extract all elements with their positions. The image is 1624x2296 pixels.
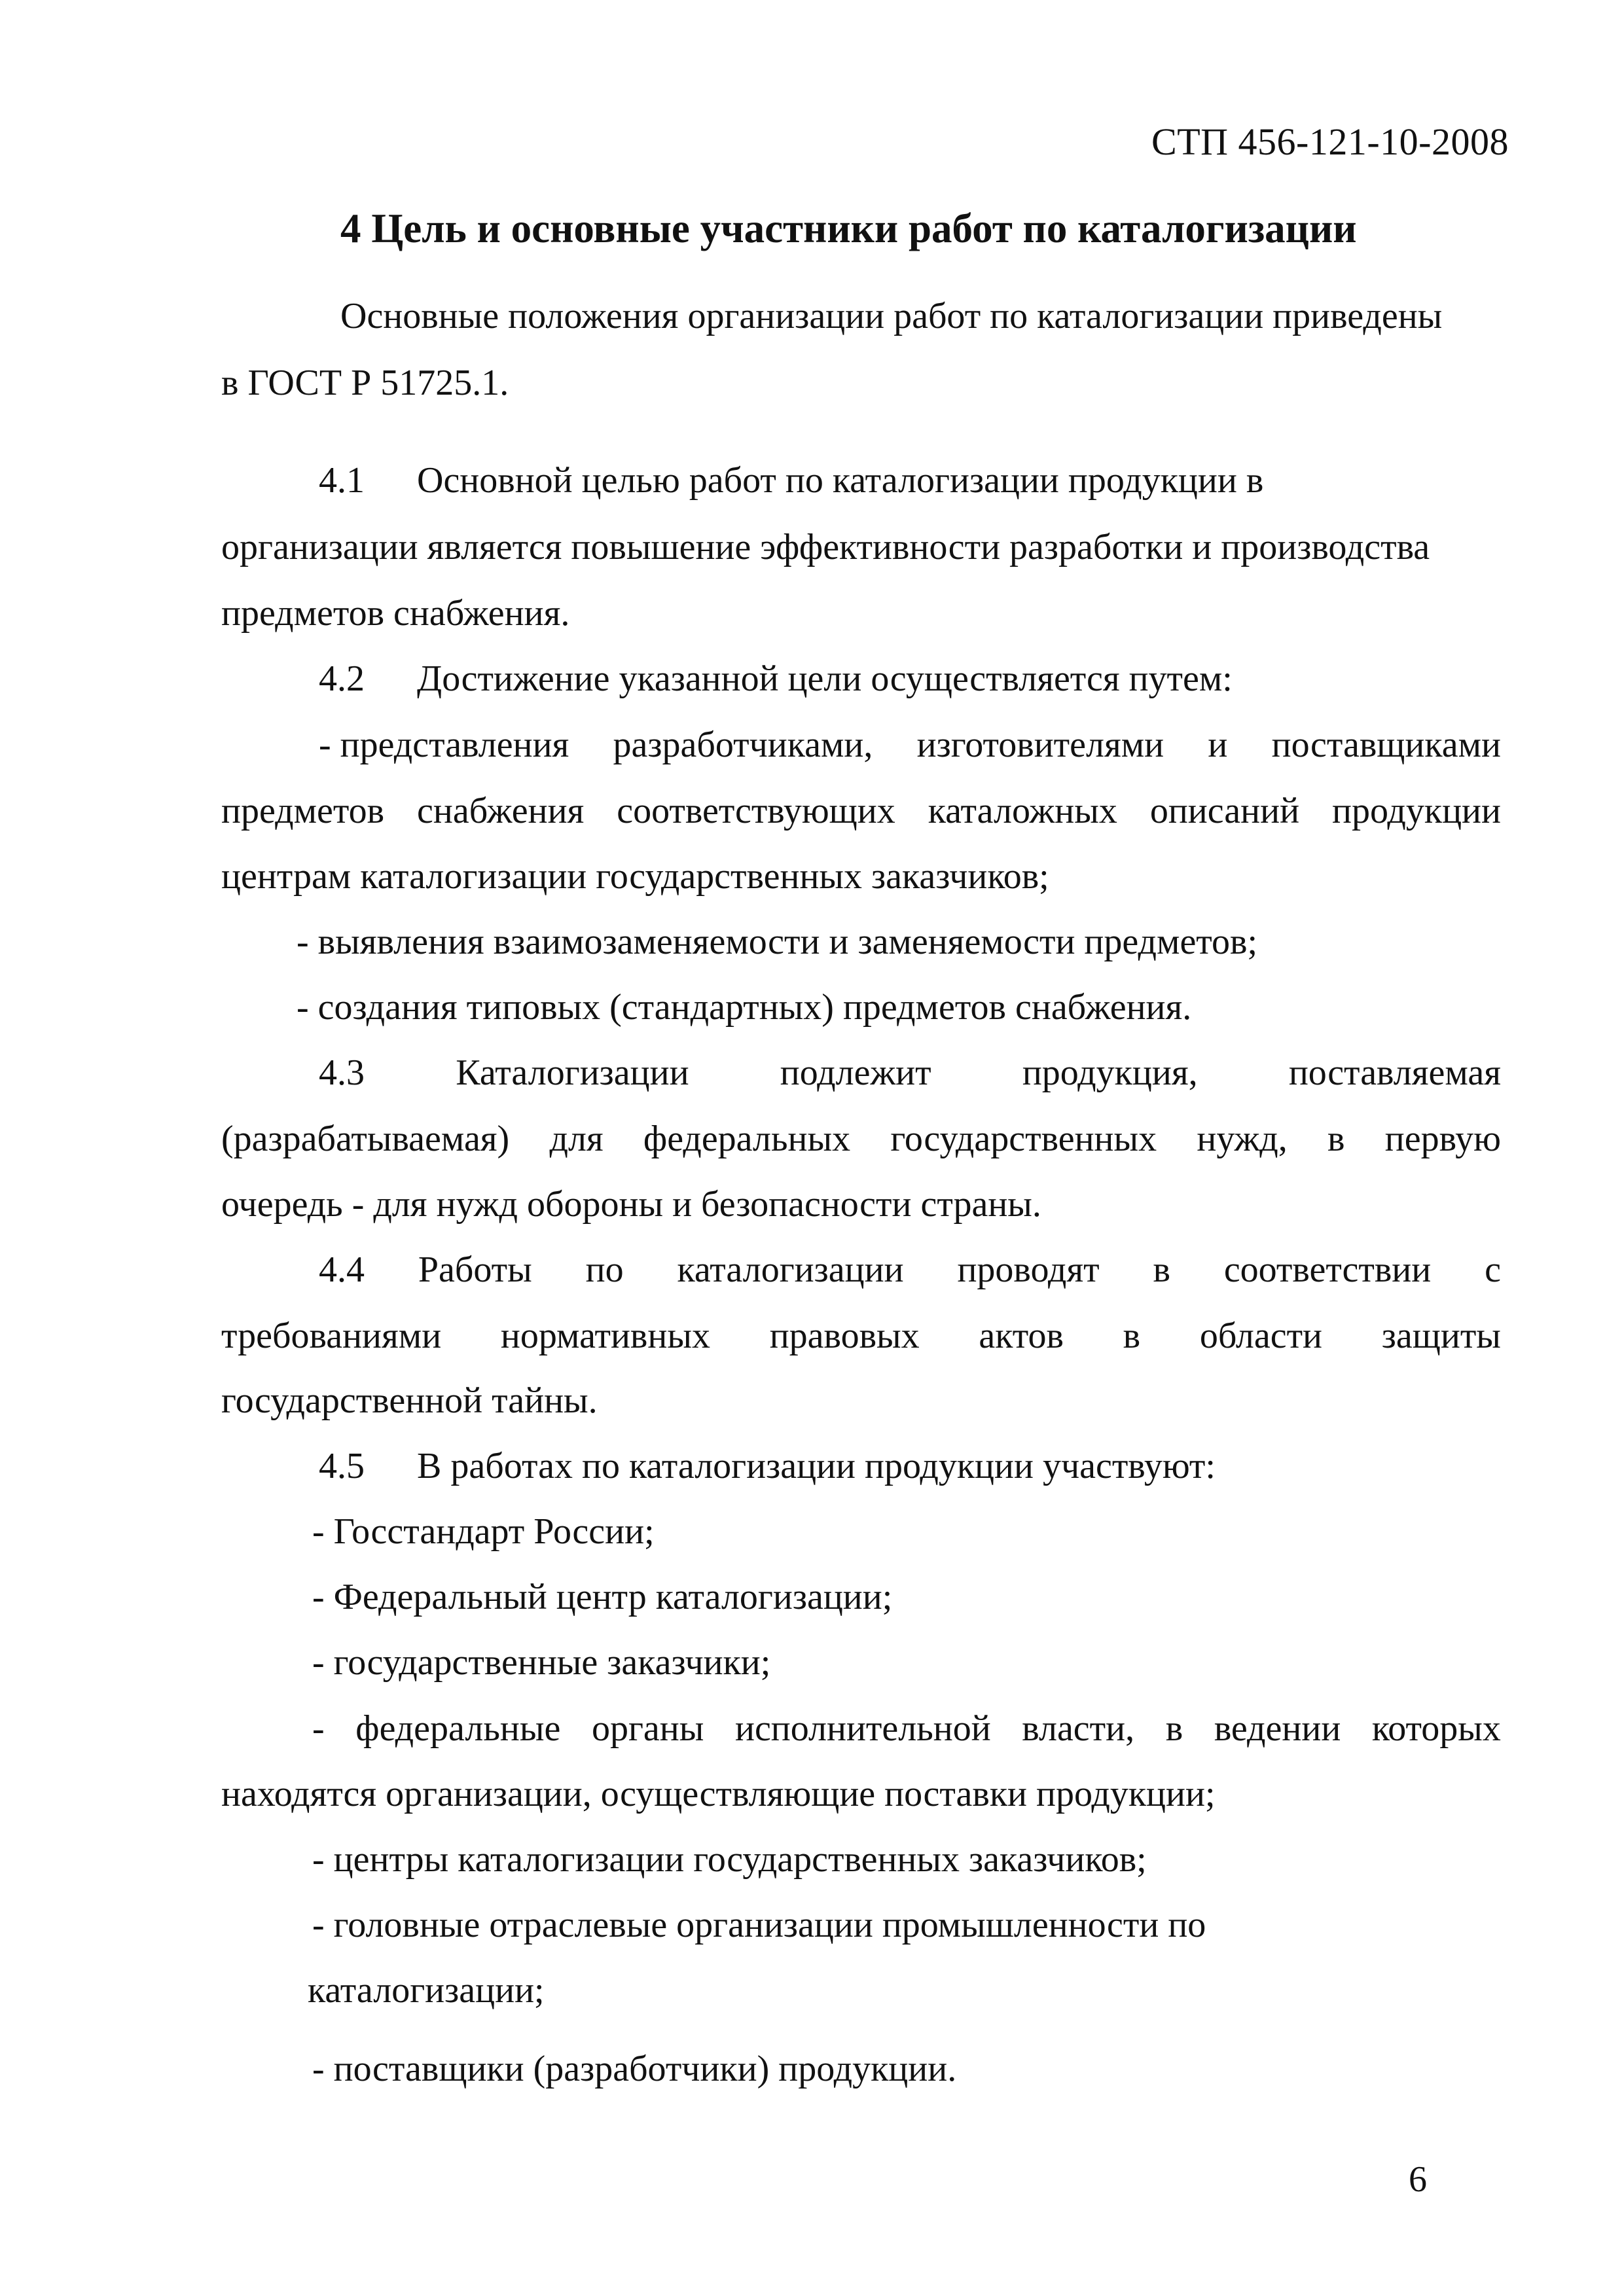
word: в (1165, 1708, 1183, 1749)
word: защиты (1381, 1316, 1501, 1356)
word: для (549, 1119, 604, 1159)
word: продукция, (1022, 1052, 1198, 1093)
word: исполнительной (734, 1708, 991, 1749)
word: Каталогизации (456, 1052, 689, 1093)
list-item-4-2-2: - выявления взаимозаменяемости и заменяемости предметов; (297, 922, 1258, 962)
word: поставщиками (1271, 725, 1501, 765)
list-item-4-5-6-line-1: - головные отраслевые организации промышленности по (312, 1905, 1206, 1945)
word: федеральные (355, 1708, 561, 1749)
list-item-4-2-1-line-2 (221, 793, 1501, 829)
word: по (585, 1249, 624, 1290)
paragraph-4-3-line-1 (319, 1054, 1501, 1091)
list-item-4-5-4-line-1 (312, 1710, 1501, 1747)
word: 4.4 (319, 1249, 365, 1290)
word: - (312, 1708, 325, 1749)
word: соответствующих (617, 791, 895, 831)
paragraph-4-1-line-1 (319, 462, 1263, 499)
paragraph-4-4-line-1 (319, 1251, 1501, 1288)
paragraph-number: 4.1 (319, 460, 365, 501)
paragraph-4-1-line-2: организации является повышение эффективности разработки и производства (221, 527, 1430, 567)
document-code: СТП 456-121-10-2008 (1151, 120, 1509, 163)
list-item-4-5-3: - государственные заказчики; (312, 1642, 771, 1683)
list-item-4-2-1-line-1 (319, 726, 1501, 763)
word: снабжения (417, 791, 585, 831)
paragraph-text: В работах по каталогизации продукции участвуют: (417, 1446, 1216, 1486)
word: актов (979, 1316, 1064, 1356)
word: нормативных (500, 1316, 710, 1356)
word: в (1153, 1249, 1170, 1290)
word: каталожных (928, 791, 1117, 831)
word: требованиями (221, 1316, 442, 1356)
section-title: 4 Цель и основные участники работ по каталогизации (340, 206, 1357, 251)
word: - представления (319, 725, 569, 765)
word: правовых (769, 1316, 920, 1356)
list-item-4-5-7: - поставщики (разработчики) продукции. (312, 2049, 957, 2089)
word: государственных (890, 1119, 1157, 1159)
word: федеральных (643, 1119, 851, 1159)
word: поставляемая (1288, 1052, 1501, 1093)
list-item-4-5-1: - Госстандарт России; (312, 1511, 655, 1552)
list-item-4-5-5: - центры каталогизации государственных заказчиков; (312, 1839, 1147, 1880)
word: ведении (1214, 1708, 1341, 1749)
word: в (1123, 1316, 1141, 1356)
paragraph-text: Достижение указанной цели осуществляется путем: (417, 658, 1233, 699)
paragraph-4-5-line-1 (319, 1448, 1216, 1484)
word: продукции (1332, 791, 1501, 831)
paragraph-4-4-line-3: государственной тайны. (221, 1380, 598, 1421)
list-item-4-5-2: - Федеральный центр каталогизации; (312, 1577, 893, 1617)
word: 4.3 (319, 1052, 365, 1093)
word: первую (1384, 1119, 1501, 1159)
paragraph-4-3-line-2 (221, 1121, 1501, 1157)
page-number: 6 (1409, 2159, 1427, 2200)
word: изготовителями (916, 725, 1164, 765)
paragraph-4-3-line-3: очередь - для нужд обороны и безопасности страны. (221, 1184, 1041, 1225)
list-item-4-5-6-line-2: каталогизации; (308, 1970, 545, 2011)
word: Работы (418, 1249, 532, 1290)
word: каталогизации (677, 1249, 904, 1290)
intro-line-1: Основные положения организации работ по каталогизации приведены (340, 296, 1443, 336)
paragraph-4-1-line-3: предметов снабжения. (221, 593, 570, 634)
paragraph-4-4-line-2 (221, 1318, 1501, 1354)
word: предметов (221, 791, 385, 831)
list-item-4-2-3: - создания типовых (стандартных) предметов снабжения. (297, 987, 1192, 1028)
word: органы (591, 1708, 704, 1749)
intro-line-2: в ГОСТ Р 51725.1. (221, 363, 509, 403)
paragraph-4-2-line-1 (319, 660, 1233, 697)
word: описаний (1149, 791, 1300, 831)
list-item-4-5-4-line-2: находятся организации, осуществляющие поставки продукции; (221, 1774, 1216, 1814)
word: с (1485, 1249, 1501, 1290)
word: проводят (957, 1249, 1100, 1290)
word: подлежит (780, 1052, 931, 1093)
word: разработчиками, (613, 725, 873, 765)
word: (разрабатываемая) (221, 1119, 510, 1159)
word: области (1199, 1316, 1323, 1356)
paragraph-text: Основной целью работ по каталогизации продукции в (417, 460, 1264, 501)
word: и (1208, 725, 1228, 765)
word: в (1327, 1119, 1345, 1159)
paragraph-number: 4.5 (319, 1446, 365, 1486)
word: власти, (1022, 1708, 1135, 1749)
word: нужд, (1197, 1119, 1288, 1159)
list-item-4-2-1-line-3: центрам каталогизации государственных заказчиков; (221, 856, 1049, 897)
word: соответствии (1223, 1249, 1432, 1290)
word: которых (1371, 1708, 1501, 1749)
paragraph-number: 4.2 (319, 658, 365, 699)
